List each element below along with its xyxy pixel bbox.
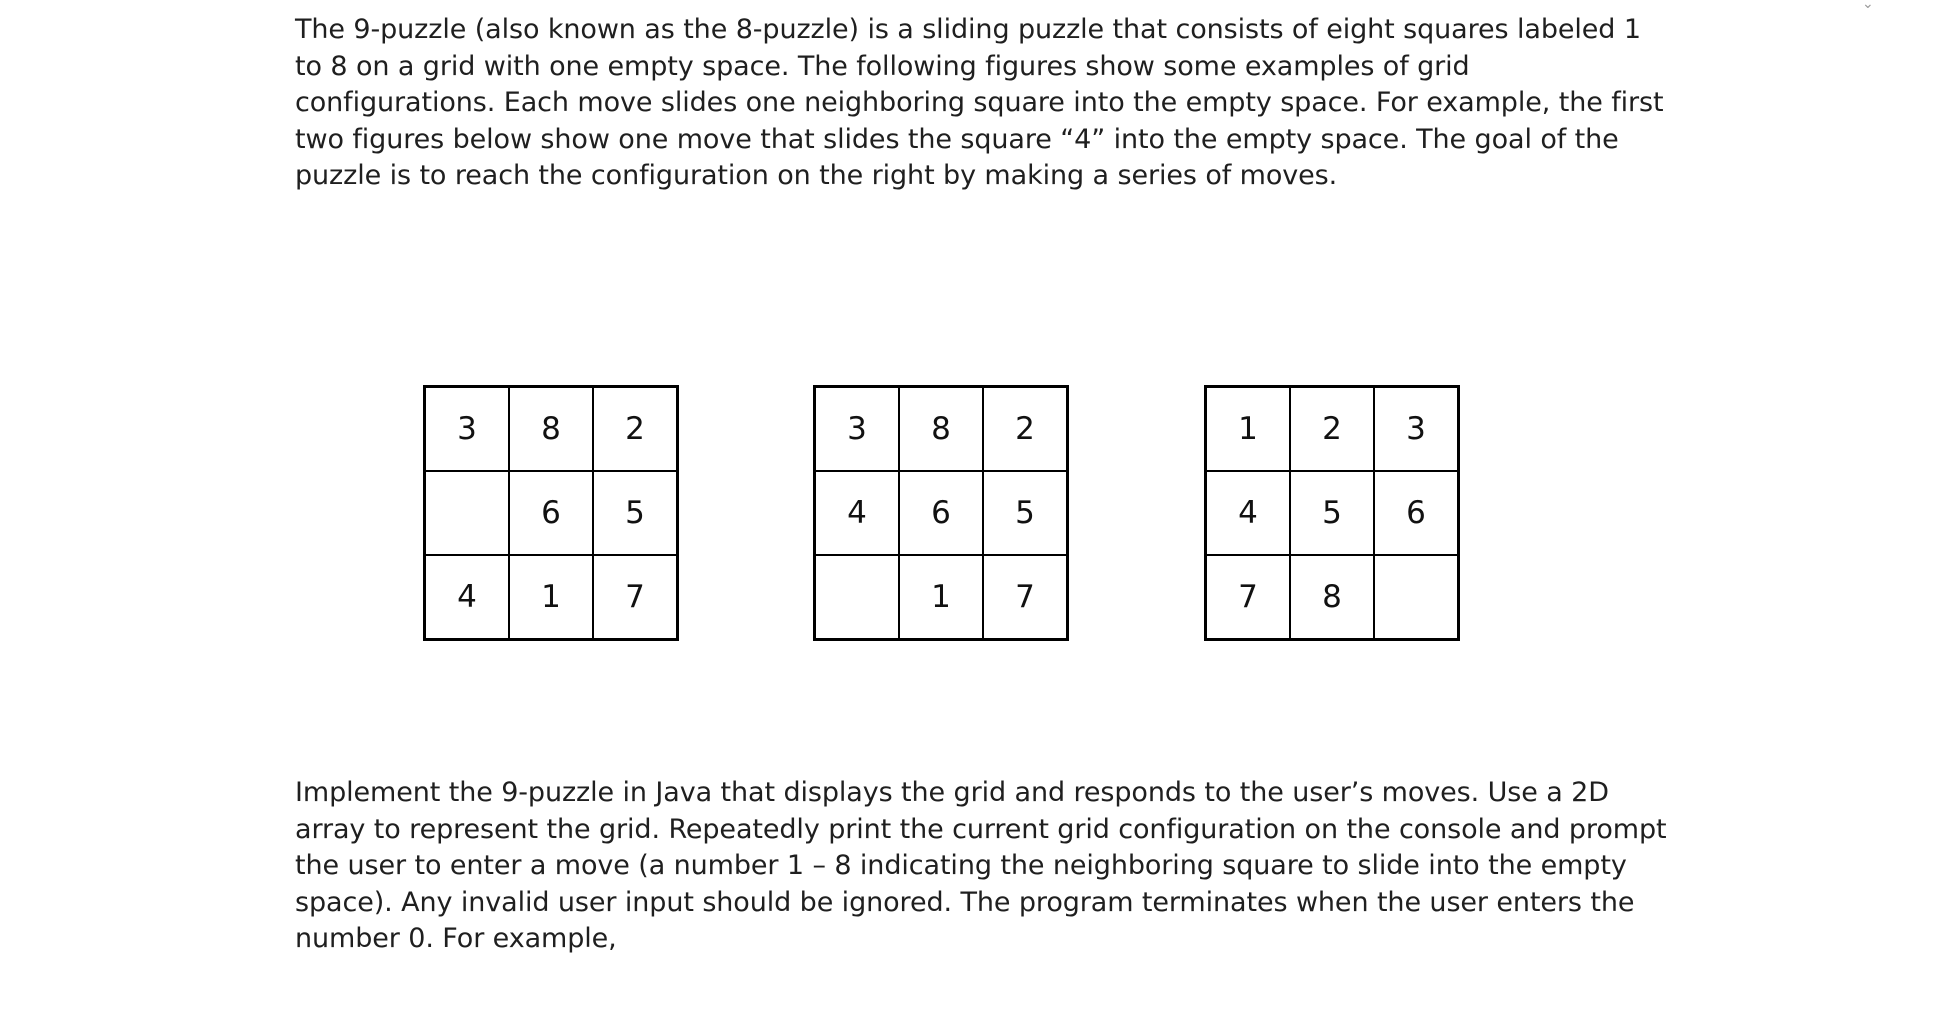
grid-cell: 6 (899, 471, 983, 555)
grid-cell: 1 (1206, 387, 1290, 471)
grid-cell: 6 (509, 471, 593, 555)
grid-cell (815, 555, 899, 639)
intro-paragraph: The 9-puzzle (also known as the 8-puzzle) is a sliding puzzle that consists of eight squares labeled 1 to 8 on a grid with one empty space. The following figures show some examples of grid configurations. Each move slides one neighboring square into the empty space. For example, the first two figures below show one move that slides the square “4” into the empty space. The goal of the puzzle is to reach the configuration on the right by making a series of moves. (295, 14, 1664, 191)
grid-cell: 4 (815, 471, 899, 555)
grid-cell: 8 (1290, 555, 1374, 639)
grid-cell: 4 (1206, 471, 1290, 555)
grid-cell: 3 (1374, 387, 1458, 471)
grid-cell: 2 (593, 387, 677, 471)
task-paragraph: Implement the 9-puzzle in Java that displays the grid and responds to the user’s moves. Use a 2D array to represent the grid. Repeatedly print the current grid configuration on the console and prompt the user to enter a move (a number 1 – 8 indicating the neighboring square to slide into the empty space). Any invalid user input should be ignored. The program terminates when the user enters the number 0. For example, (295, 777, 1667, 954)
grid-cell: 7 (593, 555, 677, 639)
grid-cell: 4 (425, 555, 509, 639)
grid-cell: 5 (593, 471, 677, 555)
puzzle-grid-goal (1204, 385, 1460, 641)
grid-cell: 1 (509, 555, 593, 639)
grid-cell: 8 (899, 387, 983, 471)
grid-cell (425, 471, 509, 555)
grid-cell: 2 (983, 387, 1067, 471)
puzzle-grid-after-move (813, 385, 1069, 641)
grid-cell: 7 (983, 555, 1067, 639)
grid-cell: 3 (425, 387, 509, 471)
grid-cell: 1 (899, 555, 983, 639)
grid-cell: 6 (1374, 471, 1458, 555)
grid-cell: 7 (1206, 555, 1290, 639)
grid-cell: 8 (509, 387, 593, 471)
grid-cell: 5 (983, 471, 1067, 555)
grid-cell: 5 (1290, 471, 1374, 555)
grid-cell: 2 (1290, 387, 1374, 471)
corner-decoration-icon: ⌄ (1862, 0, 1874, 8)
grid-cell: 3 (815, 387, 899, 471)
puzzle-grid-initial (423, 385, 679, 641)
grid-cell (1374, 555, 1458, 639)
